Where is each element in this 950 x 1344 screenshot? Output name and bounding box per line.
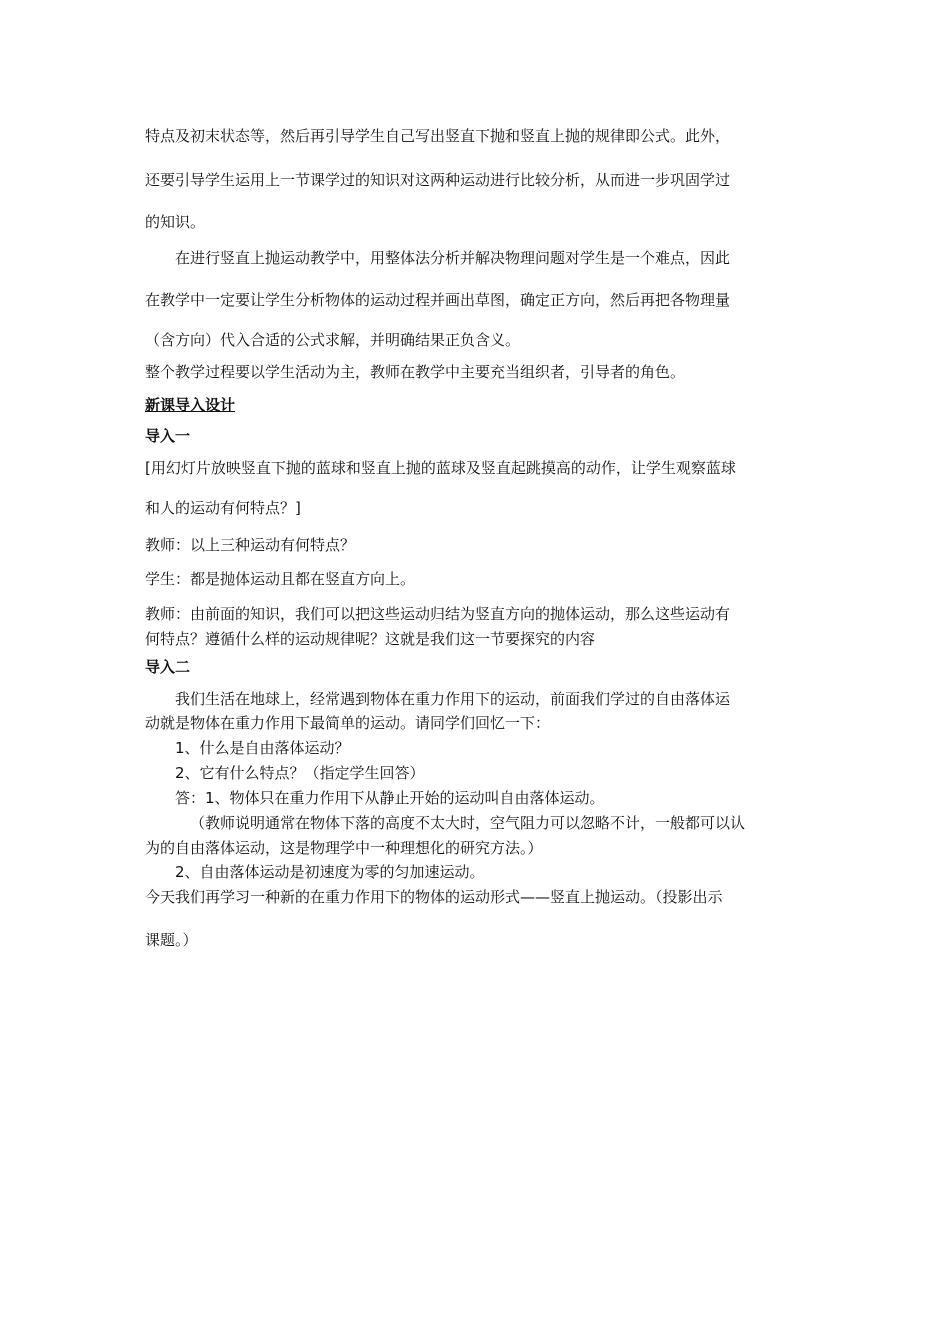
intro1-slide-line2: 和人的运动有何特点？]: [145, 499, 301, 517]
intro2-a1: 答：1、物体只在重力作用下从静止开始的运动叫自由落体运动。: [175, 789, 605, 807]
intro2-a2: 2、自由落体运动是初速度为零的匀加速运动。: [175, 863, 485, 881]
intro1-teacher1: 教师：以上三种运动有何特点？: [145, 536, 356, 554]
paragraph2-line1: 在进行竖直上抛运动教学中，用整体法分析并解决物理问题对学生是一个难点，因此: [175, 249, 731, 267]
intro2-p1-line1: 我们生活在地球上，经常遇到物体在重力作用下的运动，前面我们学过的自由落体运: [175, 690, 731, 708]
intro1-teacher2-line1: 教师：由前面的知识，我们可以把这些运动归结为竖直方向的抛体运动，那么这些运动有: [145, 605, 731, 623]
intro1-heading: 导入一: [145, 427, 191, 445]
intro1-student1: 学生：都是抛体运动且都在竖直方向上。: [145, 570, 416, 588]
paragraph1-line2: 还要引导学生运用上一节课学过的知识对这两种运动进行比较分析，从而进一步巩固学过: [145, 171, 731, 189]
paragraph1-line1: 特点及初末状态等，然后再引导学生自己写出竖直下抛和竖直上抛的规律即公式。此外，: [145, 127, 731, 145]
paragraph3: 整个教学过程要以学生活动为主，教师在教学中主要充当组织者，引导者的角色。: [145, 363, 686, 381]
intro2-q2: 2、它有什么特点？（指定学生回答）: [175, 764, 425, 782]
intro2-p1-line2: 动就是物体在重力作用下最简单的运动。请同学们回忆一下：: [145, 714, 551, 732]
intro2-closing-line1: 今天我们再学习一种新的在重力作用下的物体的运动形式——竖直上抛运动。（投影出示: [145, 888, 723, 906]
paragraph1-line3: 的知识。: [145, 213, 206, 231]
intro2-note-line2: 为的自由落体运动，这是物理学中一种理想化的研究方法。）: [145, 839, 543, 857]
section-title: 新课导入设计: [145, 396, 236, 414]
intro2-note-line1: （教师说明通常在物体下落的高度不太大时，空气阻力可以忽略不计，一般都可以认: [190, 814, 746, 832]
intro1-slide-line1: [用幻灯片放映竖直下抛的蓝球和竖直上抛的蓝球及竖直起跳摸高的动作，让学生观察蓝球: [145, 459, 736, 477]
paragraph2-line2: 在教学中一定要让学生分析物体的运动过程并画出草图，确定正方向，然后再把各物理量: [145, 291, 731, 309]
paragraph2-line3: （含方向）代入合适的公式求解，并明确结果正负含义。: [145, 331, 521, 349]
intro2-closing-line2: 课题。）: [145, 931, 198, 949]
intro2-heading: 导入二: [145, 658, 191, 676]
intro2-q1: 1、什么是自由落体运动？: [175, 739, 350, 757]
intro1-teacher2-line2: 何特点？遵循什么样的运动规律呢？这就是我们这一节要探究的内容: [145, 630, 596, 648]
